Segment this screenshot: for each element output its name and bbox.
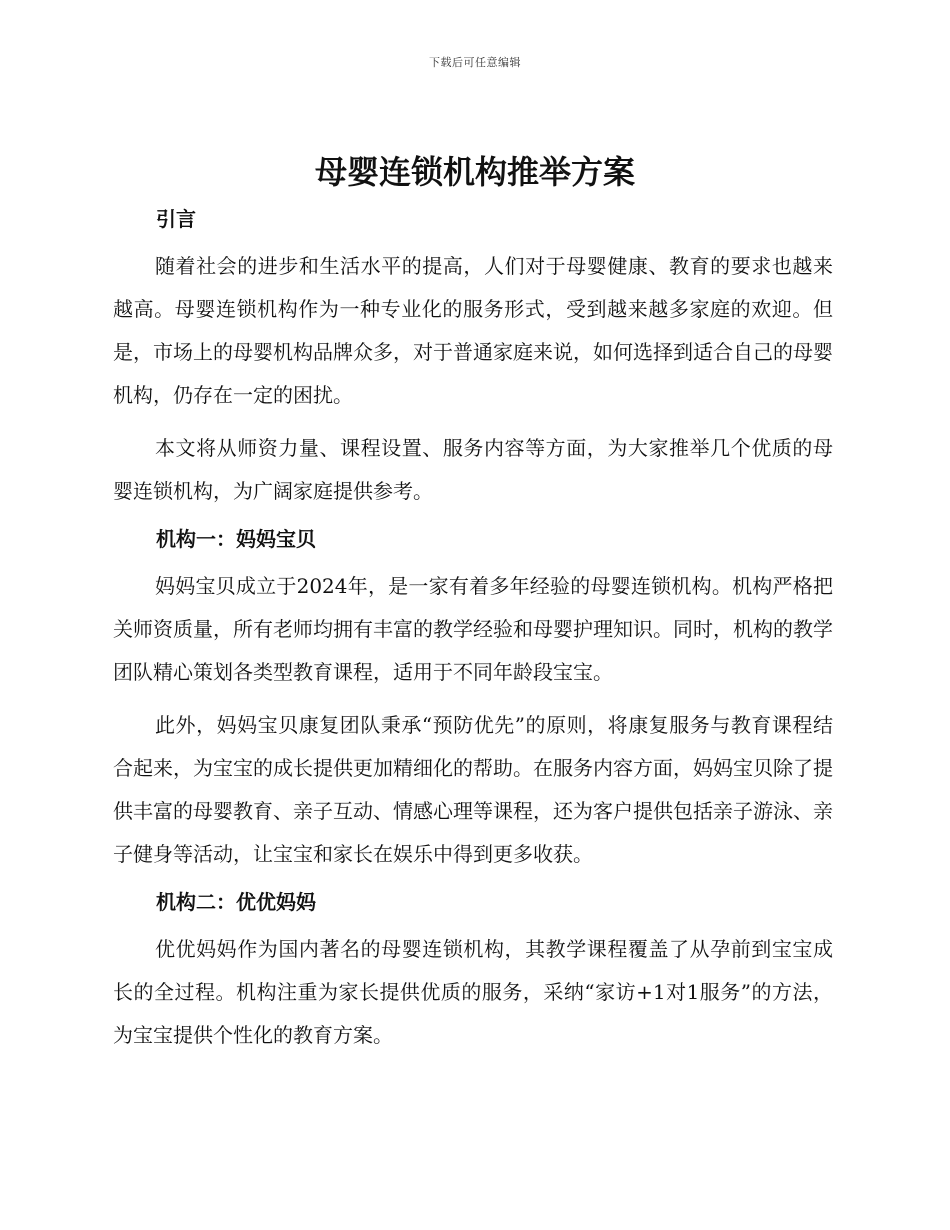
section-heading-intro: 引言 [156, 207, 196, 231]
page-header-note: 下载后可任意编辑 [429, 56, 521, 69]
org1-paragraph-2: 此外，妈妈宝贝康复团队秉承“预防优先”的原则，将康复服务与教育课程结合起来，为宝宝的成长提供更加精细化的帮助。在服务内容方面，妈妈宝贝除了提供丰富的母婴教育、亲子互动、情感心理等课程，还为客户提供包括亲子游泳、亲子健身等活动，让宝宝和家长在娱乐中得到更多收获。 [113, 713, 833, 866]
org2-paragraph-1: 优优妈妈作为国内著名的母婴连锁机构，其教学课程覆盖了从孕前到宝宝成长的全过程。机构注重为家长提供优质的服务，采纳“家访+1对1服务”的方法，为宝宝提供个性化的教育方案。 [113, 937, 833, 1047]
document-body [113, 203, 833, 1067]
org1-paragraph-1: 妈妈宝贝成立于2024年，是一家有着多年经验的母婴连锁机构。机构严格把关师资质量，所有老师均拥有丰富的教学经验和母婴护理知识。同时，机构的教学团队精心策划各类型教育课程，适用于不同年龄段宝宝。 [113, 574, 833, 684]
intro-paragraph-1: 随着社会的进步和生活水平的提高，人们对于母婴健康、教育的要求也越来越高。母婴连锁机构作为一种专业化的服务形式，受到越来越多家庭的欢迎。但是，市场上的母婴机构品牌众多，对于普通家庭来说，如何选择到适合自己的母婴机构，仍存在一定的困扰。 [113, 254, 833, 407]
section-heading-org1: 机构一：妈妈宝贝 [156, 527, 316, 551]
section-heading-org2: 机构二：优优妈妈 [156, 890, 316, 914]
document-title: 母婴连锁机构推举方案 [314, 153, 635, 191]
intro-paragraph-2: 本文将从师资力量、课程设置、服务内容等方面，为大家推举几个优质的母婴连锁机构，为广阔家庭提供参考。 [113, 436, 833, 503]
